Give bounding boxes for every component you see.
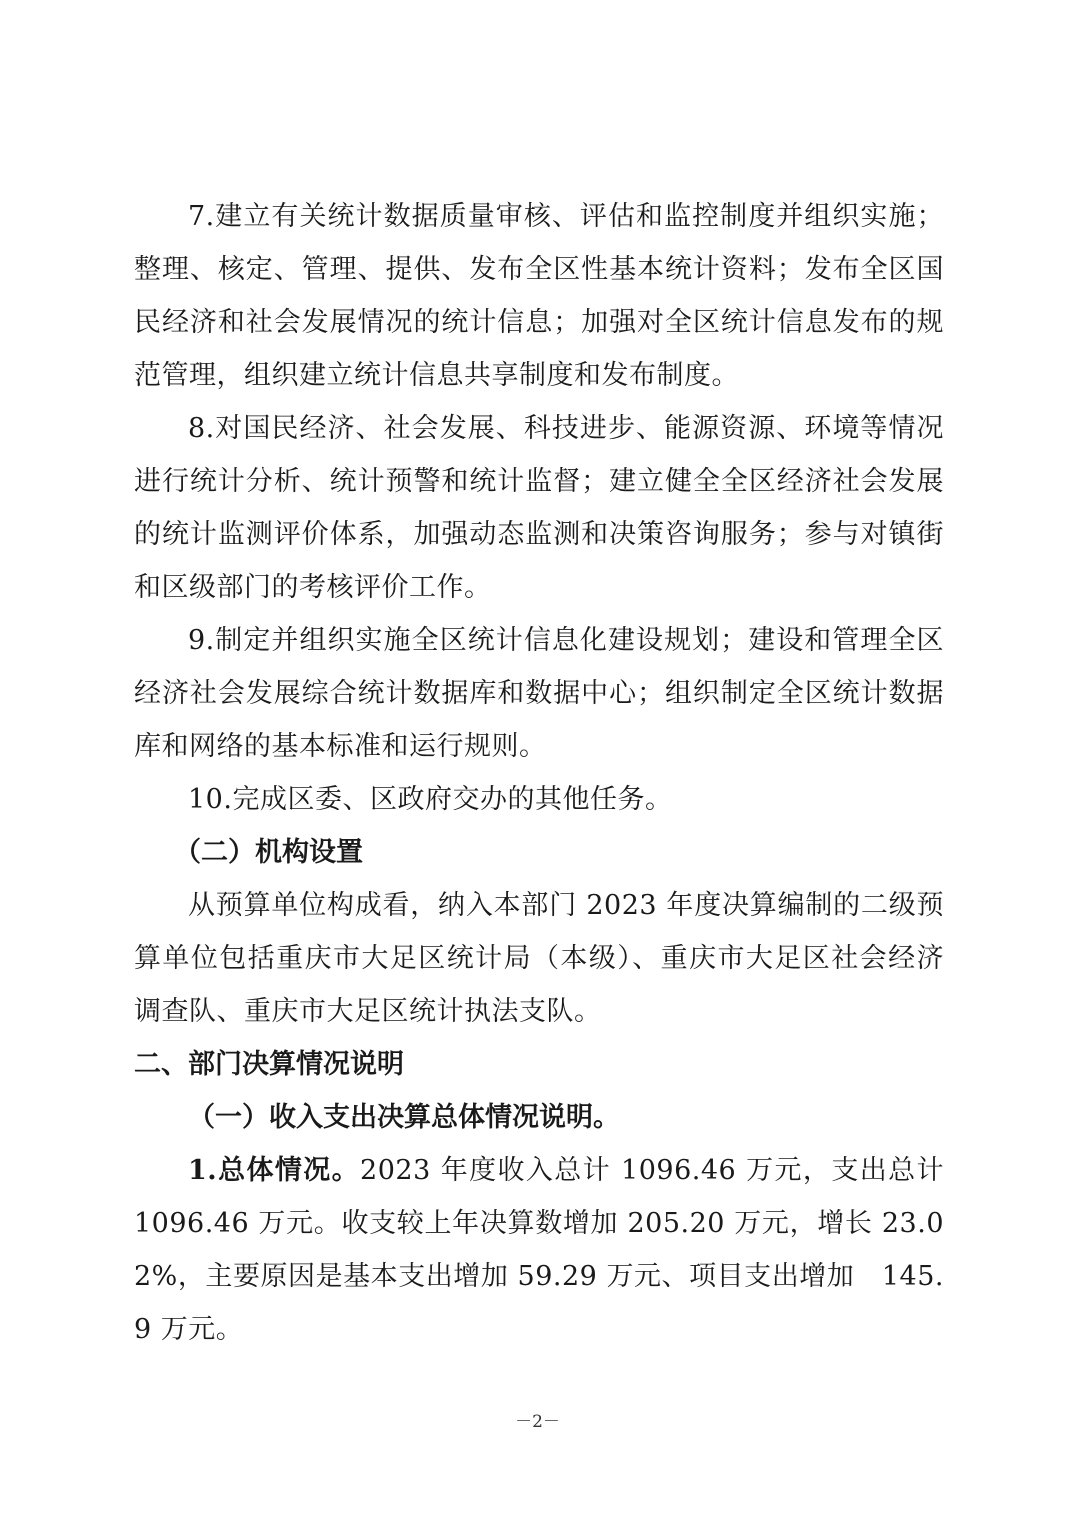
page-number: －2－ [515,1412,560,1432]
paragraph-item-8: 8.对国民经济、社会发展、科技进步、能源资源、环境等情况进行统计分析、统计预警和统计监督；建立健全全区经济社会发展的统计监测评价体系，加强动态监测和决策咨询服务；参与对镇街和区级部门的考核评价工作。 [134,413,944,603]
overall-lead: 1.总体情况。 [188,1155,361,1186]
paragraph-overall [134,1144,944,1356]
document-body [134,190,944,1356]
paragraph-item-9: 9.制定并组织实施全区统计信息化建设规划；建设和管理全区经济社会发展综合统计数据库和数据中心；组织制定全区统计数据库和网络的基本标准和运行规则。 [134,625,944,762]
paragraph-item-10: 10.完成区委、区政府交办的其他任务。 [188,784,673,815]
overall-body: 2023 年度收入总计 1096.46 万元，支出总计 1096.46 万元。收支较上年决算数增加 205.20 万元，增长 23.02%，主要原因是基本支出增加 59.29 万元、项目支出增加 145.9 万元。 [134,1155,944,1345]
paragraph-item-7: 7.建立有关统计数据质量审核、评估和监控制度并组织实施；整理、核定、管理、提供、发布全区性基本统计资料；发布全区国民经济和社会发展情况的统计信息；加强对全区统计信息发布的规范管理，组织建立统计信息共享制度和发布制度。 [134,201,944,391]
section-heading-org: （二）机构设置 [174,837,363,868]
paragraph-org-structure: 从预算单位构成看，纳入本部门 2023 年度决算编制的二级预算单位包括重庆市大足区统计局（本级）、重庆市大足区社会经济调查队、重庆市大足区统计执法支队。 [134,890,944,1027]
sub-heading-income-expense: （一）收入支出决算总体情况说明。 [188,1102,620,1133]
chapter-heading-final-accounts: 二、部门决算情况说明 [134,1049,404,1080]
